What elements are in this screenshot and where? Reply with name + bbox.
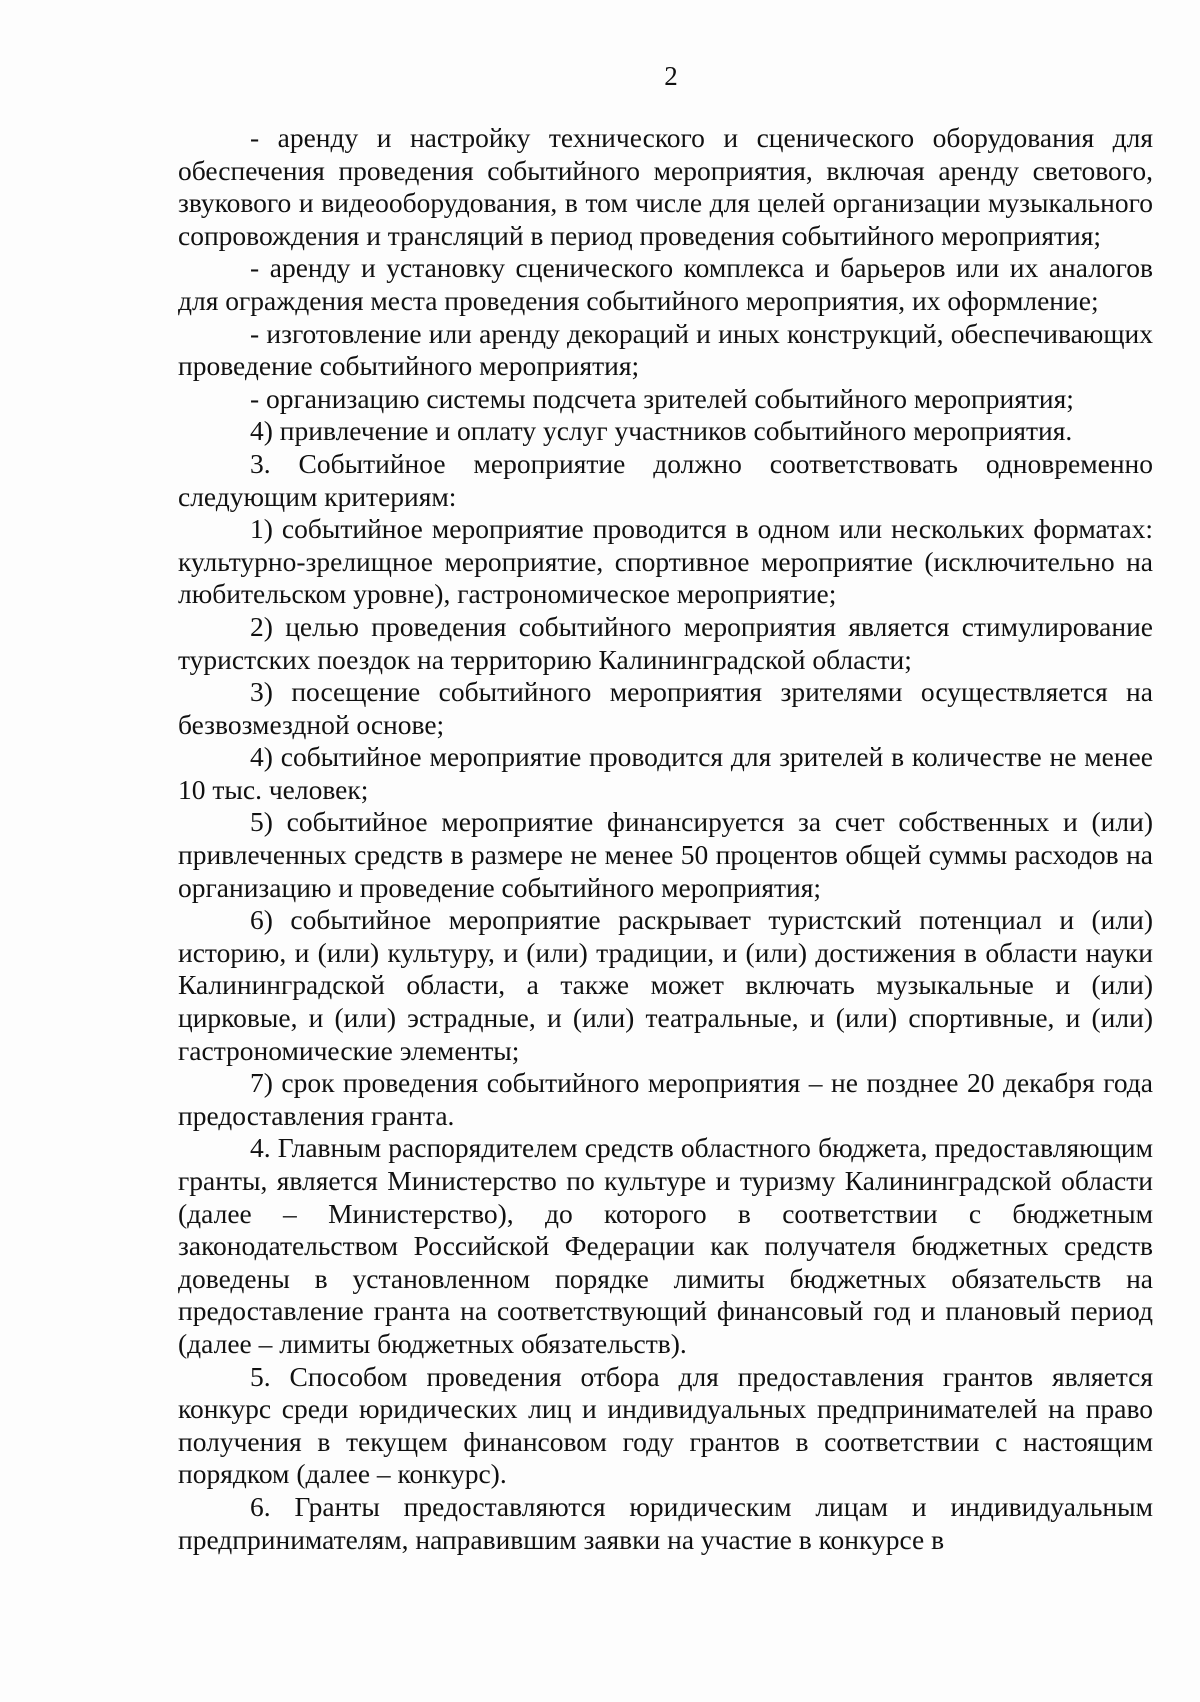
paragraph-section-5: 5. Способом проведения отбора для предоставления грантов является конкурс среди юридических лиц и индивидуальных предпринимателей на право получения в текущем финансовом году грантов в соответствии с настоящим порядком (далее – конкурс). — [178, 1360, 1153, 1490]
paragraph-criterion-7: 7) срок проведения событийного мероприятия – не позднее 20 декабря года предоставления гранта. — [178, 1067, 1153, 1131]
paragraph-stage-rental: - аренду и установку сценического комплекса и барьеров или их аналогов для ограждения места проведения событийного мероприятия, их оформление; — [178, 252, 1153, 316]
paragraph-decorations: - изготовление или аренду декораций и иных конструкций, обеспечивающих проведение событийного мероприятия; — [178, 317, 1153, 382]
paragraph-section-4: 4. Главным распорядителем средств областного бюджета, предоставляющим гранты, является Министерство по культуре и туризму Калининградской области (далее – Министерство), до которого в соответствии с бюджетным законодательством Российской Федерации как получателя бюджетных средств доведены в установленном порядке лимиты бюджетных обязательств на предоставление гранта на соответствующий финансовый год и плановый период (далее – лимиты бюджетных обязательств). — [178, 1132, 1153, 1359]
document-body — [178, 122, 1153, 1556]
paragraph-criterion-4: 4) событийное мероприятие проводится для зрителей в количестве не менее 10 тыс. человек; — [178, 741, 1153, 805]
paragraph-criterion-1: 1) событийное мероприятие проводится в одном или нескольких форматах: культурно-зрелищное мероприятие, спортивное мероприятие (исключительно на любительском уровне), гастрономическое мероприятие; — [178, 513, 1153, 610]
paragraph-participants: 4) привлечение и оплату услуг участников событийного мероприятия. — [250, 415, 1073, 447]
paragraph-criterion-3: 3) посещение событийного мероприятия зрителями осуществляется на безвозмездной основе; — [178, 676, 1153, 740]
page-number: 2 — [664, 61, 678, 91]
paragraph-criterion-5: 5) событийное мероприятие финансируется за счет собственных и (или) привлеченных средств в размере не менее 50 процентов общей суммы расходов на организацию и проведение событийного мероприятия; — [178, 806, 1153, 903]
paragraph-criterion-6: 6) событийное мероприятие раскрывает туристский потенциал и (или) историю, и (или) культуру, и (или) традиции, и (или) достижения в области науки Калининградской области, а также может включать музыкальные и (или) цирковые, и (или) эстрадные, и (или) театральные, и (или) спортивные, и (или) гастрономические элементы; — [178, 904, 1153, 1066]
paragraph-counting-system: - организацию системы подсчета зрителей событийного мероприятия; — [250, 382, 1074, 414]
paragraph-section-6: 6. Гранты предоставляются юридическим лицам и индивидуальным предпринимателям, направившим заявки на участие в конкурсе в — [178, 1490, 1153, 1555]
paragraph-section-3: 3. Событийное мероприятие должно соответствовать одновременно следующим критериям: — [178, 447, 1153, 512]
paragraph-criterion-2: 2) целью проведения событийного мероприятия является стимулирование туристских поездок на территорию Калининградской области; — [178, 610, 1153, 675]
paragraph-equipment-rental: - аренду и настройку технического и сценического оборудования для обеспечения проведения событийного мероприятия, включая аренду светового, звукового и видеооборудования, в том числе для целей организации музыкального сопровождения и трансляций в период проведения событийного мероприятия; — [178, 122, 1153, 251]
